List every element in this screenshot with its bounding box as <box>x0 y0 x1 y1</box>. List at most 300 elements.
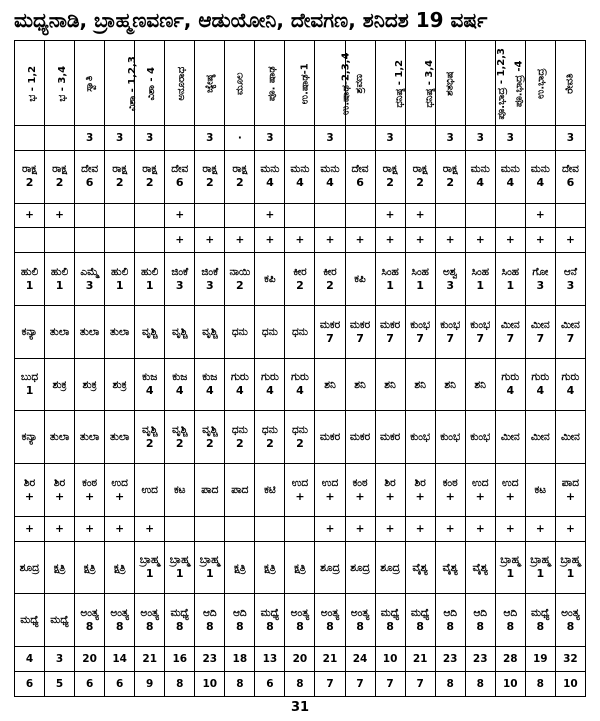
column-header <box>225 41 255 126</box>
table-cell <box>45 203 75 228</box>
table-cell <box>165 647 195 672</box>
cell-value: ಕುಂಭ <box>470 318 491 331</box>
cell-value: ಮಕರ <box>349 431 371 444</box>
cell-score: 4 <box>205 384 214 398</box>
cell-value: + <box>445 522 455 535</box>
table-cell <box>525 516 555 541</box>
table-cell <box>195 203 225 228</box>
table-cell <box>15 150 45 203</box>
cell-value: 10 <box>202 677 218 690</box>
cell-value: ಮಧ್ಯೆ <box>380 606 400 619</box>
table-row <box>15 672 586 697</box>
column-header <box>255 41 285 126</box>
cell-value: + <box>385 234 395 247</box>
cell-value: ಶೂದ್ರ <box>350 561 370 574</box>
table-cell <box>315 411 345 464</box>
cell-score: 2 <box>115 176 124 190</box>
table-cell <box>315 672 345 697</box>
cell-value: ಮಧ್ಯೆ <box>410 606 430 619</box>
table-cell <box>285 126 315 151</box>
table-cell <box>195 126 225 151</box>
column-header-label: ಜ್ಯೇಷ್ಠ <box>204 74 216 93</box>
table-cell <box>465 126 495 151</box>
table-cell <box>555 253 585 306</box>
cell-score: 6 <box>356 176 364 190</box>
cell-score: + <box>385 489 395 503</box>
column-header-label: ವಿಶಾ - 4 <box>146 66 158 101</box>
table-cell <box>105 411 135 464</box>
table-cell <box>525 411 555 464</box>
cell-value: ರಾಕ್ಷ <box>112 163 128 176</box>
table-cell <box>195 253 225 306</box>
table-cell <box>15 306 45 359</box>
cell-value: ಕ್ಷತ್ರಿ <box>234 561 246 574</box>
cell-score: 2 <box>25 176 34 190</box>
cell-value: ಮೀನ <box>530 318 550 331</box>
cell-value: + <box>566 234 575 247</box>
column-header-label: ಧನಿಷ್ಠ - 3,4 <box>423 59 435 108</box>
cell-value: ಬ್ರಾಹ್ಮ <box>139 554 160 567</box>
cell-value: 3 <box>566 131 575 144</box>
cell-value: + <box>325 522 335 535</box>
table-cell <box>225 253 255 306</box>
table-cell <box>105 672 135 697</box>
table-cell <box>345 594 375 647</box>
column-header-label: ಧನಿಷ್ಠ - 1,2 <box>393 59 405 108</box>
table-cell <box>525 306 555 359</box>
cell-score: 4 <box>296 176 304 190</box>
table-cell <box>405 647 435 672</box>
cell-score: 1 <box>145 567 154 581</box>
table-cell <box>465 672 495 697</box>
table-cell <box>105 516 135 541</box>
table-cell <box>195 411 225 464</box>
cell-score: 4 <box>236 384 244 398</box>
table-cell <box>135 594 165 647</box>
cell-score: 8 <box>296 620 304 634</box>
table-cell <box>495 541 525 594</box>
table-row <box>15 253 586 306</box>
table-cell <box>45 126 75 151</box>
table-cell <box>405 594 435 647</box>
table-cell <box>405 228 435 253</box>
cell-value: ಉದ <box>502 476 519 489</box>
table-cell <box>225 228 255 253</box>
cell-value: ಹುಲಿ <box>141 265 159 278</box>
cell-value: ರಾಕ್ಷ <box>202 163 218 176</box>
cell-score: 2 <box>446 176 454 190</box>
table-cell <box>195 594 225 647</box>
table-cell <box>465 228 495 253</box>
table-cell <box>405 253 435 306</box>
table-cell <box>375 464 405 517</box>
column-header <box>15 41 45 126</box>
table-cell <box>15 126 45 151</box>
cell-value: ಕ್ಷತ್ರಿ <box>83 561 96 574</box>
cell-value: ಗುರು <box>561 371 580 384</box>
table-cell <box>465 150 495 203</box>
table-cell <box>285 647 315 672</box>
table-cell <box>555 411 585 464</box>
cell-value: ಮಧ್ಯೆ <box>260 606 280 619</box>
table-cell <box>45 253 75 306</box>
table-cell <box>495 126 525 151</box>
cell-score: 8 <box>506 620 515 634</box>
cell-value: ಮನು <box>260 163 280 176</box>
table-cell <box>345 253 375 306</box>
cell-score: 8 <box>115 620 124 634</box>
cell-score: 8 <box>85 620 94 634</box>
cell-score: + <box>325 489 335 503</box>
cell-value: ಪಾದ <box>231 484 249 496</box>
cell-score: + <box>355 489 365 503</box>
cell-score: 6 <box>566 176 575 190</box>
cell-value: ಉದ <box>471 476 489 489</box>
cell-value: 7 <box>386 677 394 690</box>
cell-value: 6 <box>85 677 94 690</box>
table-cell <box>555 126 585 151</box>
table-cell <box>435 203 465 228</box>
cell-score: 2 <box>296 278 304 292</box>
cell-value: 10 <box>502 677 518 690</box>
cell-value: ವೃಶ್ಚಿ <box>202 325 218 338</box>
cell-value: ಶುಕ್ರ <box>112 378 127 391</box>
cell-score: 1 <box>506 567 515 581</box>
table-cell <box>285 541 315 594</box>
cell-value: ಮಕರ <box>319 431 341 444</box>
cell-value: + <box>385 522 395 535</box>
cell-value: ವೈಶ್ಯ <box>442 561 458 574</box>
table-cell <box>375 672 405 697</box>
cell-value: 7 <box>326 677 334 690</box>
table-cell <box>225 150 255 203</box>
cell-score: 8 <box>175 620 184 634</box>
cell-value: + <box>325 234 335 247</box>
cell-value: + <box>175 234 185 247</box>
table-cell <box>165 203 195 228</box>
table-cell <box>315 464 345 517</box>
cell-value: 20 <box>82 653 97 666</box>
cell-value: + <box>355 522 365 535</box>
cell-score: 4 <box>326 176 334 190</box>
table-cell <box>315 203 345 228</box>
cell-value: ಧನು <box>261 423 278 436</box>
cell-score: 7 <box>446 331 454 345</box>
cell-score: + <box>565 489 576 503</box>
table-cell <box>255 516 285 541</box>
table-cell <box>435 672 465 697</box>
table-cell <box>195 306 225 359</box>
page-title: ಮಧ್ಯನಾಡಿ, ಬ್ರಾಹ್ಮಣವರ್ಣ, ಆಡುಯೋನಿ, ದೇವಗಣ, ಶನಿದಶ 19 ವರ್ಷ <box>14 8 488 32</box>
table-cell <box>525 672 555 697</box>
cell-value: ಆದಿ <box>503 606 518 619</box>
cell-value: ಮನು <box>500 163 520 176</box>
table-cell <box>375 126 405 151</box>
cell-value: 8 <box>476 677 484 690</box>
cell-score: 2 <box>416 176 424 190</box>
cell-value: · <box>237 131 242 144</box>
table-cell <box>435 228 465 253</box>
cell-value: ವೃಶ್ಚಿ <box>202 423 218 436</box>
table-cell <box>105 358 135 411</box>
column-header <box>375 41 405 126</box>
cell-score: 4 <box>506 176 515 190</box>
table-cell <box>435 253 465 306</box>
column-header-label: ಮೂಲ <box>234 72 246 95</box>
cell-value: ಕಂಠ <box>442 476 458 489</box>
table-cell <box>45 594 75 647</box>
cell-value: + <box>385 209 395 222</box>
table-cell <box>165 253 195 306</box>
table-cell <box>525 541 555 594</box>
cell-value: + <box>145 522 155 535</box>
cell-value: ತುಲಾ <box>79 431 100 444</box>
table-cell <box>195 228 225 253</box>
table-cell <box>45 228 75 253</box>
cell-value: ಅಂತ್ಯ <box>110 606 129 619</box>
cell-value: 28 <box>502 653 518 666</box>
cell-value: 3 <box>55 653 64 666</box>
column-header <box>525 41 555 126</box>
cell-value: ಆನೆ <box>563 265 578 278</box>
table-cell <box>525 647 555 672</box>
cell-value: 16 <box>172 653 188 666</box>
cell-score: 2 <box>175 437 184 451</box>
table-cell <box>255 203 285 228</box>
table-cell <box>165 228 195 253</box>
cell-value: ಗುರು <box>290 371 309 384</box>
table-cell <box>75 150 105 203</box>
cell-value: ಬ್ರಾಹ್ಮ <box>530 554 551 567</box>
cell-value: ಶಿರ <box>384 476 396 489</box>
cell-score: 3 <box>205 278 214 292</box>
cell-value: ಅಶ್ವ <box>442 265 458 278</box>
table-cell <box>45 516 75 541</box>
cell-value: ಬ್ರಾಹ್ಮ <box>169 554 190 567</box>
cell-value: ವೃಶ್ಚಿ <box>172 325 188 338</box>
cell-value: ಕುಜ <box>172 371 188 384</box>
table-cell <box>345 228 375 253</box>
column-header-label: ಶತಭಿಷ <box>444 71 456 96</box>
table-cell <box>555 203 585 228</box>
cell-value: 3 <box>446 131 454 144</box>
cell-value: ಶೂದ್ರ <box>19 561 40 574</box>
cell-value: ಬ್ರಾಹ್ಮ <box>560 554 581 567</box>
cell-value: + <box>115 522 125 535</box>
table-row <box>15 647 586 672</box>
table-cell <box>15 594 45 647</box>
cell-value: + <box>355 234 365 247</box>
cell-value: ರಾಕ್ಷ <box>412 163 428 176</box>
cell-score: 4 <box>296 384 304 398</box>
table-row <box>15 358 586 411</box>
cell-value: ಗೋ <box>532 265 549 278</box>
column-header <box>135 41 165 126</box>
table-cell <box>345 358 375 411</box>
table-cell <box>435 594 465 647</box>
table-cell <box>15 464 45 517</box>
table-cell <box>225 516 255 541</box>
table-cell <box>405 541 435 594</box>
cell-value: ಮಕರ <box>319 318 341 331</box>
cell-value: + <box>25 209 34 222</box>
table-cell <box>225 647 255 672</box>
table-cell <box>495 228 525 253</box>
cell-value: ಮನು <box>290 163 310 176</box>
table-row <box>15 516 586 541</box>
cell-value: ಧನು <box>231 423 248 436</box>
table-cell <box>435 464 465 517</box>
cell-value: ಧನು <box>261 325 278 338</box>
table-cell <box>105 306 135 359</box>
column-header-label: ಪೂ.ಭಾದ್ರ - 1,2,3 <box>495 47 507 120</box>
table-cell <box>75 541 105 594</box>
cell-value: ಶನಿ <box>414 378 426 391</box>
cell-score: 4 <box>145 384 154 398</box>
table-cell <box>165 464 195 517</box>
table-cell <box>495 253 525 306</box>
table-cell <box>555 150 585 203</box>
table-cell <box>255 411 285 464</box>
table-row <box>15 150 586 203</box>
column-header <box>195 41 225 126</box>
table-cell <box>15 228 45 253</box>
cell-value: 23 <box>442 653 458 666</box>
table-cell <box>285 253 315 306</box>
table-cell <box>555 306 585 359</box>
table-cell <box>525 253 555 306</box>
cell-value: ಉದ <box>321 476 339 489</box>
table-cell <box>555 464 585 517</box>
table-cell <box>255 228 285 253</box>
table-cell <box>345 126 375 151</box>
table-cell <box>195 541 225 594</box>
table-cell <box>135 516 165 541</box>
cell-value: + <box>175 209 185 222</box>
cell-score: 7 <box>566 331 575 345</box>
table-cell <box>225 672 255 697</box>
cell-score: + <box>415 489 425 503</box>
table-cell <box>105 203 135 228</box>
cell-value: ಮೀನ <box>500 318 520 331</box>
cell-score: 4 <box>566 384 575 398</box>
table-cell <box>285 516 315 541</box>
cell-value: 14 <box>112 653 127 666</box>
table-cell <box>255 647 285 672</box>
cell-value: ಬ್ರಾಹ್ಮ <box>199 554 220 567</box>
cell-value: ಅಂತ್ಯ <box>561 606 580 619</box>
table-cell <box>525 228 555 253</box>
table-cell <box>195 358 225 411</box>
column-header-label: ಪೂ.ಭಾದ್ರ -4 <box>513 60 525 107</box>
table-cell <box>225 203 255 228</box>
table-cell <box>555 358 585 411</box>
cell-value: ಮಧ್ಯೆ <box>20 614 39 627</box>
table-cell <box>75 464 105 517</box>
cell-value: ವೈಶ್ಯ <box>412 561 428 574</box>
cell-score: 2 <box>205 437 214 451</box>
cell-score: 2 <box>236 278 244 292</box>
table-cell <box>465 594 495 647</box>
cell-value: ಕೀರ <box>323 265 337 278</box>
cell-value: 8 <box>296 677 304 690</box>
table-cell <box>375 594 405 647</box>
cell-value: 4 <box>25 653 34 666</box>
cell-value: + <box>535 209 545 222</box>
cell-score: 3 <box>536 278 545 292</box>
cell-score: 8 <box>326 620 334 634</box>
cell-value: + <box>265 209 275 222</box>
cell-value: ಕಪಿ <box>354 273 366 286</box>
table-cell <box>75 306 105 359</box>
table-cell <box>45 411 75 464</box>
table-cell <box>135 358 165 411</box>
cell-value: ಸಿಂಹ <box>381 265 399 278</box>
table-cell <box>225 541 255 594</box>
page-number: 31 <box>290 700 310 715</box>
cell-score: 1 <box>25 384 34 398</box>
cell-value: ತುಲಾ <box>79 325 100 338</box>
table-cell <box>285 594 315 647</box>
table-cell <box>165 541 195 594</box>
column-header-label: ಉ.ಷಾಢ-2,3,4 <box>340 52 352 115</box>
cell-value: 13 <box>262 653 278 666</box>
table-cell <box>105 253 135 306</box>
cell-score: 8 <box>266 620 274 634</box>
table-cell <box>285 228 315 253</box>
cell-value: ರಾಕ್ಷ <box>442 163 458 176</box>
cell-value: ಕುಂಭ <box>410 431 431 444</box>
table-cell <box>315 516 345 541</box>
table-cell <box>315 541 345 594</box>
cell-value: 23 <box>202 653 218 666</box>
table-cell <box>75 253 105 306</box>
column-header <box>75 41 105 126</box>
cell-value: ಶಿರ <box>23 476 36 489</box>
table-cell <box>285 464 315 517</box>
table-cell <box>135 541 165 594</box>
cell-value: ಶೂದ್ರ <box>320 561 340 574</box>
cell-value: ಆದಿ <box>232 606 247 619</box>
table-row <box>15 306 586 359</box>
cell-value: ಮಧ್ಯೆ <box>170 606 190 619</box>
cell-value: ರಾಕ್ಷ <box>22 163 37 176</box>
cell-value: ಧನು <box>291 325 308 338</box>
cell-value: + <box>55 209 64 222</box>
cell-value: ಮಕರ <box>349 318 371 331</box>
cell-value: + <box>505 522 515 535</box>
cell-score: 7 <box>476 331 485 345</box>
cell-value: 3 <box>476 131 484 144</box>
cell-score: 3 <box>85 278 94 292</box>
cell-value: 10 <box>563 677 578 690</box>
table-cell <box>75 203 105 228</box>
cell-score: 2 <box>55 176 64 190</box>
cell-score: + <box>24 489 35 503</box>
table-cell <box>555 228 585 253</box>
table-cell <box>15 358 45 411</box>
table-cell <box>255 306 285 359</box>
cell-score: + <box>475 489 485 503</box>
cell-value: ಶನಿ <box>444 378 456 391</box>
table-cell <box>255 594 285 647</box>
cell-value: ಉದ <box>291 476 309 489</box>
cell-value: ಕಟ <box>534 484 547 496</box>
cell-value: + <box>535 522 545 535</box>
cell-score: 1 <box>566 567 575 581</box>
table-cell <box>375 228 405 253</box>
table-cell <box>285 306 315 359</box>
